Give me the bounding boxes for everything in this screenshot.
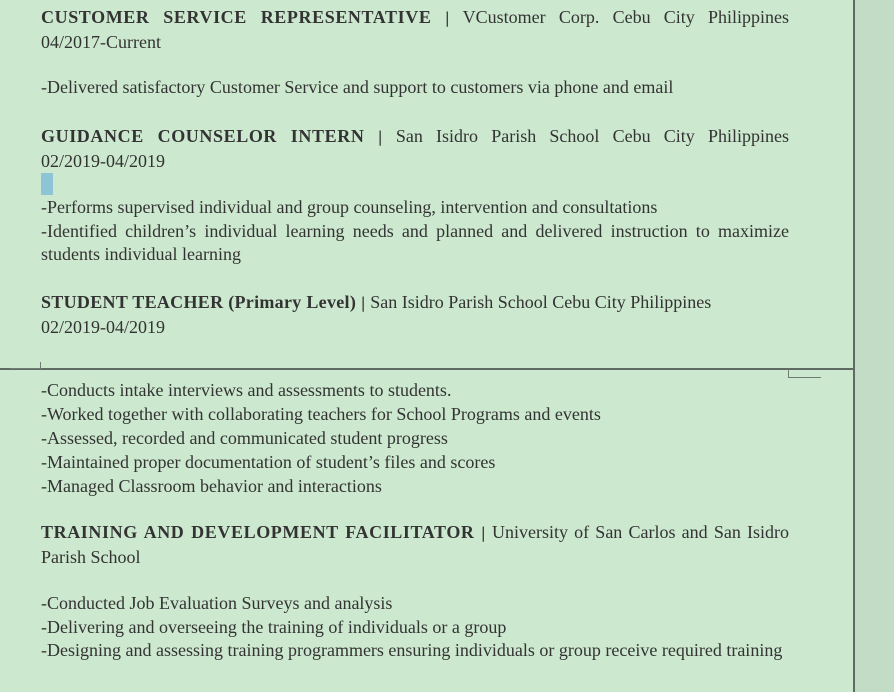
date-range: 02/2019-04/2019 bbox=[41, 316, 165, 337]
bullet-item: -Conducted Job Evaluation Surveys and analysis bbox=[41, 593, 393, 613]
date-range: 04/2017-Current bbox=[41, 31, 161, 52]
text-cursor-highlight bbox=[41, 173, 53, 195]
separator: | bbox=[480, 524, 486, 542]
separator: | bbox=[444, 9, 450, 27]
entry-header-line bbox=[41, 125, 789, 150]
bullet-list[interactable] bbox=[41, 196, 789, 267]
bullet-item: -Designing and assessing training programmers ensuring individuals or group receive required training bbox=[41, 640, 783, 660]
entry-header-line bbox=[41, 291, 789, 316]
entry-customer-service[interactable] bbox=[41, 6, 789, 54]
page-corner-mark-left-horizontal bbox=[10, 368, 41, 369]
organization: VCustomer Corp. Cebu City Philippines bbox=[449, 7, 790, 27]
bullet-list[interactable] bbox=[41, 76, 789, 100]
job-title: GUIDANCE COUNSELOR INTERN bbox=[41, 126, 365, 146]
job-title: STUDENT TEACHER (Primary Level) bbox=[41, 292, 357, 312]
page-corner-mark-right-vertical bbox=[788, 369, 789, 377]
bullet-item: -Delivering and overseeing the training of individuals or a group bbox=[41, 616, 507, 637]
bullet-item: -Delivered satisfactory Customer Service and support to customers via phone and email bbox=[41, 77, 674, 97]
organization: San Isidro Parish School Cebu City Philippines bbox=[382, 126, 789, 146]
job-title: TRAINING AND DEVELOPMENT FACILITATOR bbox=[41, 522, 475, 542]
bullet-item: -Worked together with collaborating teachers for School Programs and events bbox=[41, 404, 601, 424]
page-right-edge bbox=[853, 0, 855, 692]
page-break-divider bbox=[0, 368, 855, 370]
bullet-item: -Performs supervised individual and group counseling, intervention and consultations bbox=[41, 197, 658, 217]
bullet-list[interactable] bbox=[41, 592, 789, 663]
separator: | bbox=[377, 128, 383, 146]
entry-guidance-counselor[interactable] bbox=[41, 125, 789, 173]
organization: University of San Carlos and San Isidro Parish School bbox=[41, 522, 789, 567]
continued-bullet-list[interactable] bbox=[41, 378, 789, 498]
bullet-item: -Managed Classroom behavior and interactions bbox=[41, 476, 382, 496]
date-range: 02/2019-04/2019 bbox=[41, 150, 165, 171]
bullet-item: -Assessed, recorded and communicated student progress bbox=[41, 428, 448, 448]
bullet-item: -Maintained proper documentation of student’s files and scores bbox=[41, 452, 496, 472]
job-title: CUSTOMER SERVICE REPRESENTATIVE bbox=[41, 7, 432, 27]
bullet-item: -Conducts intake interviews and assessments to students. bbox=[41, 380, 452, 400]
page-corner-mark-right-horizontal bbox=[788, 377, 821, 378]
separator: | bbox=[360, 294, 366, 312]
entry-header-line bbox=[41, 6, 789, 31]
organization: San Isidro Parish School Cebu City Philippines bbox=[365, 292, 712, 312]
entry-header-line bbox=[41, 521, 789, 569]
entry-training-facilitator[interactable] bbox=[41, 521, 789, 569]
document-margin-strip bbox=[854, 0, 894, 692]
entry-student-teacher[interactable] bbox=[41, 291, 789, 339]
bullet-item: -Identified children’s individual learning needs and planned and delivered instruction to maximize students individual learning bbox=[41, 220, 789, 264]
